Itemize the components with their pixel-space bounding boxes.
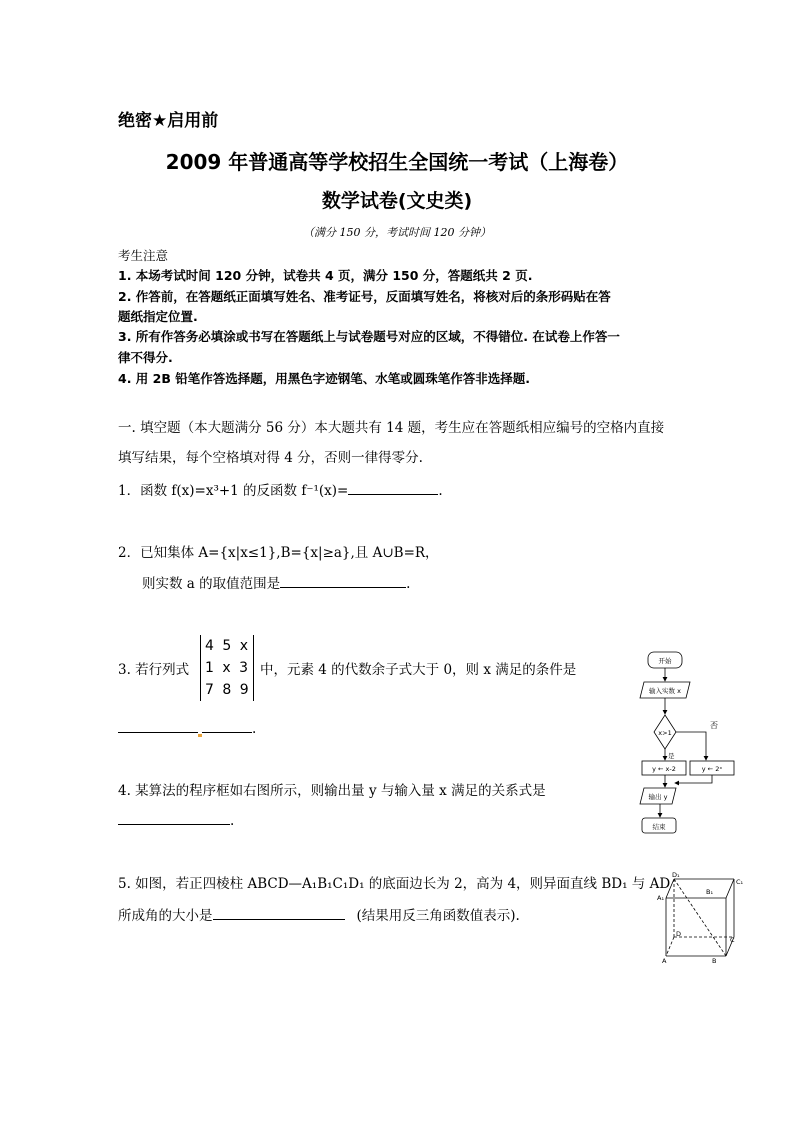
matrix-row: 1 x 3 (205, 660, 250, 676)
question-4-text: 4. 某算法的程序框如右图所示，则输出量 y 与输入量 x 满足的关系式是 (118, 783, 546, 799)
question-2-line1: 2．已知集体 A={x|x≤1},B={x|≥a},且 A∪B=R， (118, 545, 439, 561)
question-5-line2: 所成角的大小是 (结果用反三角函数值表示). (118, 908, 520, 924)
flowchart-diagram (630, 648, 740, 838)
flow-assign-yes-label: y ← x-2 (652, 765, 676, 773)
question-4-answer: . (118, 812, 234, 829)
notice-item: 1. 本场考试时间 120 分钟，试卷共 4 页，满分 150 分，答题纸共 2 页. (118, 268, 533, 283)
question-3-answer: . (118, 720, 256, 737)
question-3-prefix: 3. 若行列式 (118, 662, 190, 678)
flow-no-label: 否 (710, 721, 718, 730)
flow-assign-no-label: y ← 2ˣ (701, 765, 723, 773)
flow-input-label: 输入实数 x (649, 687, 681, 695)
prism-label: C₁ (736, 878, 744, 886)
question-2-line2: 则实数 a 的取值范围是 . (142, 576, 411, 592)
notice-item: 题纸指定位置. (118, 309, 198, 324)
section-instructions-line2: 填写结果，每个空格填对得 4 分，否则一律得零分. (118, 450, 423, 466)
question-1: 1．函数 f(x)=x³+1 的反函数 f⁻¹(x)= . (118, 483, 443, 499)
exam-subtitle: 数学试卷(文史类) (321, 190, 473, 212)
prism-label: D (676, 930, 682, 938)
notice-item: 4. 用 2B 铅笔作答选择题，用黑色字迹钢笔、水笔或圆珠笔作答非选择题. (118, 371, 530, 386)
answer-blank-5[interactable] (213, 907, 345, 920)
question-5-line1: 5. 如图，若正四棱柱 ABCD—A₁B₁C₁D₁ 的底面边长为 2，高为 4，则异面直线 BD₁ 与 AD (118, 876, 671, 892)
answer-blank-4[interactable] (118, 812, 230, 825)
answer-blank-3-cont[interactable] (202, 720, 252, 733)
flow-yes-label: 是 (668, 752, 675, 760)
secret-mark: 绝密★启用前 (118, 111, 219, 131)
determinant-matrix (200, 635, 254, 701)
exam-note: （满分 150 分，考试时间 120 分钟） (303, 226, 491, 239)
prism-label: C (730, 936, 735, 944)
section-instructions-line1: 一. 填空题（本大题满分 56 分）本大题共有 14 题，考生应在答题纸相应编号的空格内直接 (118, 420, 665, 436)
prism-label: A (662, 957, 667, 965)
question-3-suffix: 中，元素 4 的代数余子式大于 0，则 x 满足的条件是 (260, 662, 577, 678)
notice-item: 律不得分. (118, 350, 173, 365)
notice-heading: 考生注意 (118, 248, 169, 263)
flow-start-label: 开始 (658, 657, 672, 665)
notice-item: 3. 所有作答务必填涂或书写在答题纸上与试卷题号对应的区域，不得错位. 在试卷上作答一 (118, 329, 620, 344)
flow-end-label: 结束 (652, 823, 666, 831)
prism-label: B (712, 957, 717, 965)
prism-label: A₁ (657, 894, 665, 902)
answer-blank-2[interactable] (280, 575, 406, 588)
matrix-row: 4 5 x (205, 638, 250, 654)
flow-cond-label: x>1 (658, 729, 672, 737)
exam-title: 2009 年普通高等学校招生全国统一考试（上海卷） (165, 150, 629, 174)
matrix-row: 7 8 9 (205, 682, 251, 698)
prism-label: D₁ (672, 871, 680, 879)
prism-label: B₁ (706, 888, 714, 896)
flow-output-label: 输出 y (648, 793, 668, 801)
prism-diagram (652, 870, 748, 966)
cursor-mark (198, 734, 202, 737)
notice-item: 2. 作答前，在答题纸正面填写姓名、准考证号，反面填写姓名，将核对后的条形码贴在答 (118, 289, 611, 304)
answer-blank-3[interactable] (118, 720, 198, 733)
answer-blank-1[interactable] (348, 482, 438, 495)
question-1-text: 1．函数 f(x)=x³+1 的反函数 f⁻¹(x)= (118, 483, 349, 499)
